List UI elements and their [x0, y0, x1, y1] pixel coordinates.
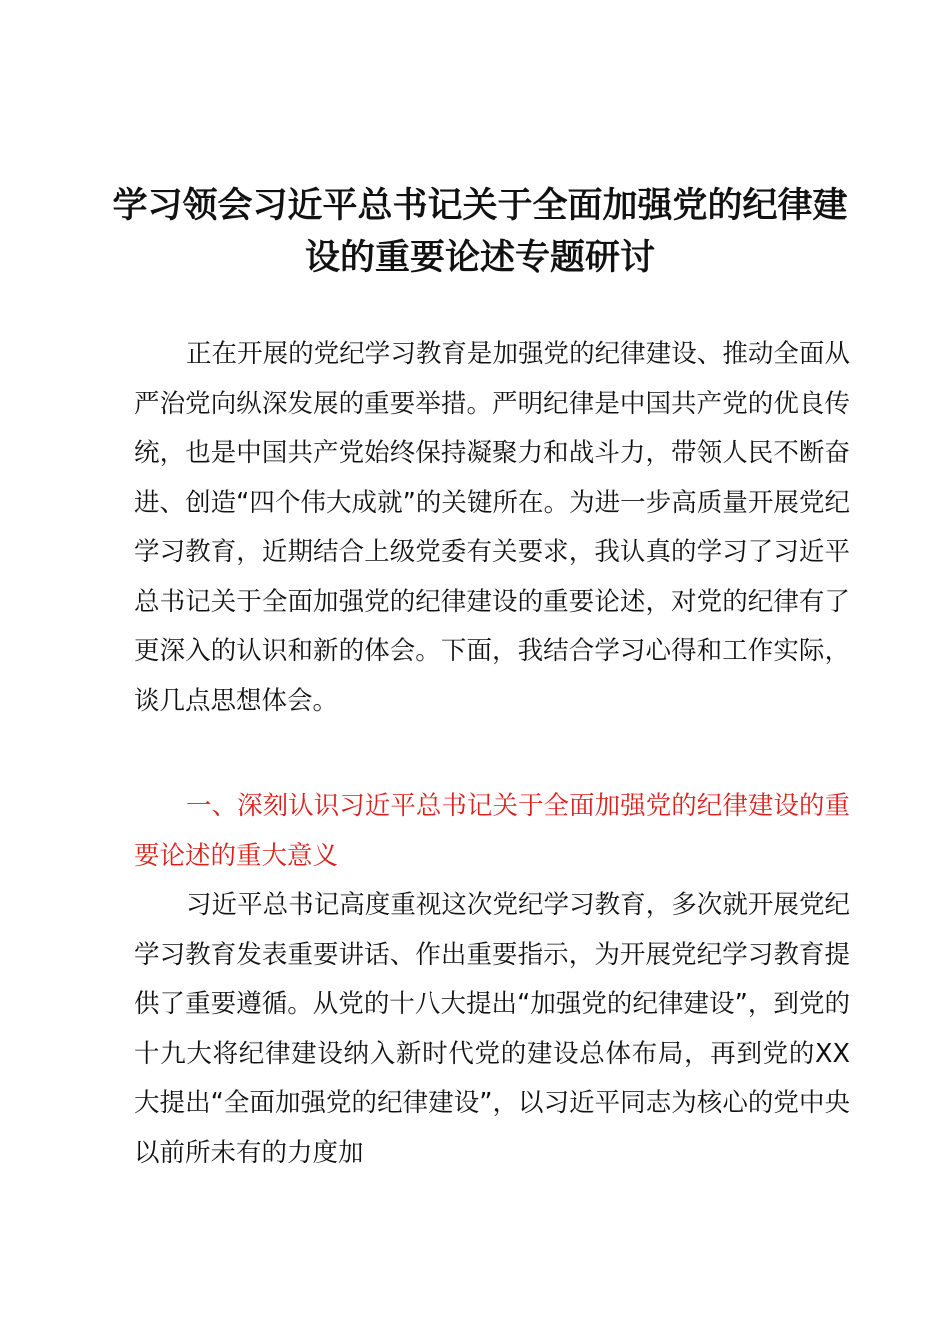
document-title: 学习领会习近平总书记关于全面加强党的纪律建设的重要论述专题研讨	[112, 186, 848, 278]
section-1-paragraph: 习近平总书记高度重视这次党纪学习教育，多次就开展党纪学习教育发表重要讲话、作出重要指示，为开展党纪学习教育提供了重要遵循。从党的十八大提出“加强党的纪律建设”，到党的十九大将纪律建设纳入新时代党的建设总体布局，再到党的XX大提出“全面加强党的纪律建设”，以习近平同志为核心的党中央以前所未有的力度加	[134, 890, 850, 1168]
section-heading-1: 一、深刻认识习近平总书记关于全面加强党的纪律建设的重要论述的重大意义	[134, 791, 850, 871]
intro-paragraph: 正在开展的党纪学习教育是加强党的纪律建设、推动全面从严治党向纵深发展的重要举措。严明纪律是中国共产党的优良传统，也是中国共产党始终保持凝聚力和战斗力，带领人民不断奋进、创造“四个伟大成就”的关键所在。为进一步高质量开展党纪学习教育，近期结合上级党委有关要求，我认真的学习了习近平总书记关于全面加强党的纪律建设的重要论述，对党的纪律有了更深入的认识和新的体会。下面，我结合学习心得和工作实际，谈几点思想体会。	[134, 339, 850, 716]
